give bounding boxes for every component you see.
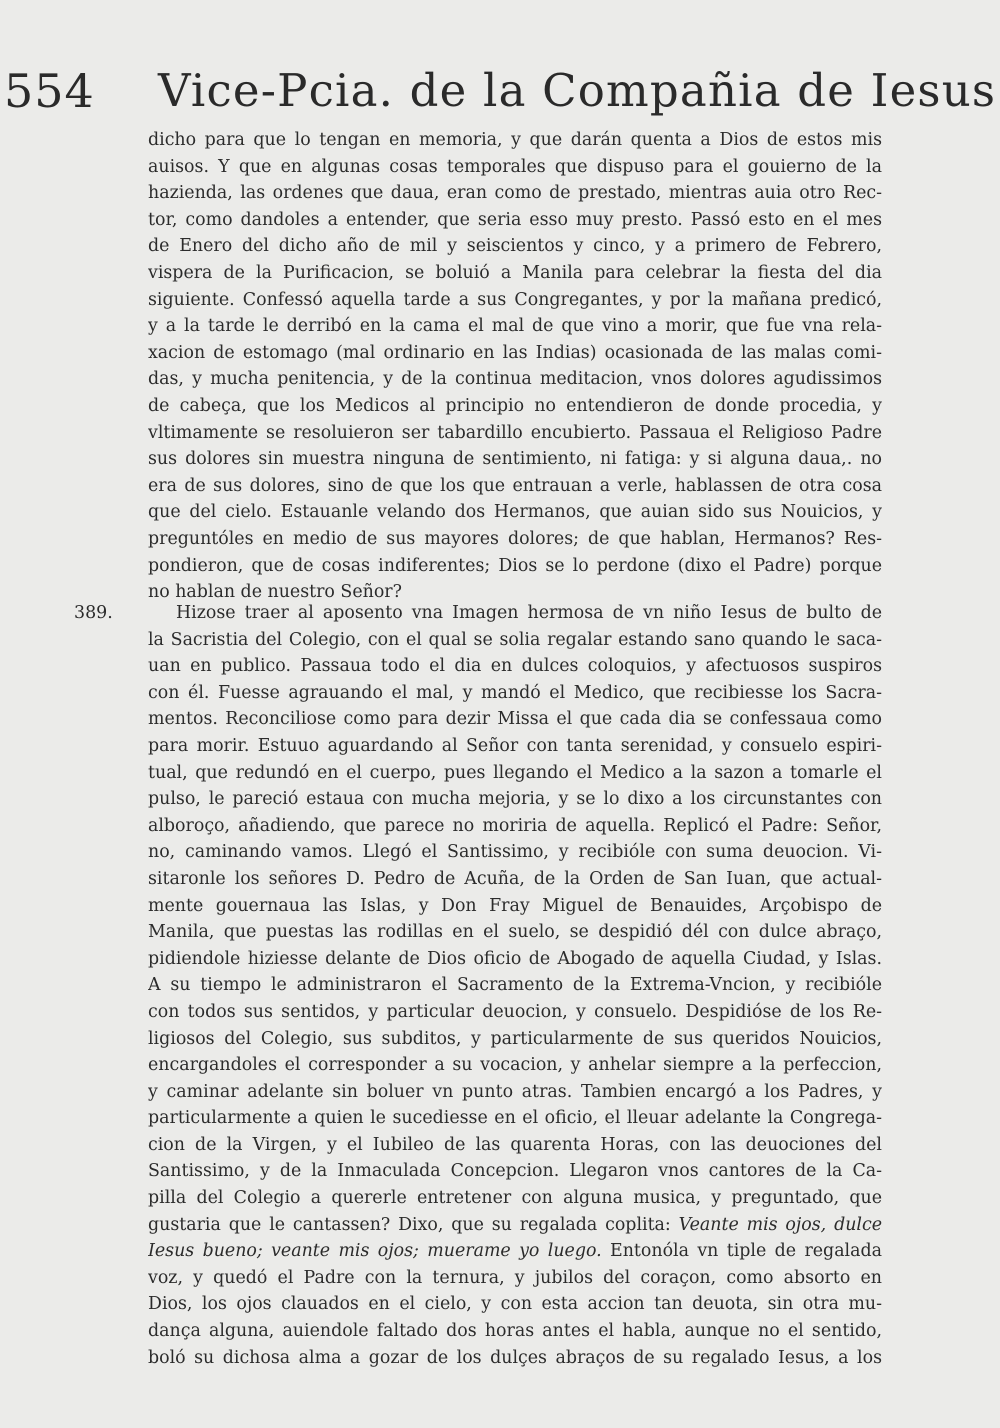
text-line: mentos. Reconciliose como para dezir Missa el que cada dia se confessaua como bbox=[148, 709, 882, 730]
text-line: preguntóles en medio de sus mayores dolores; de que hablan, Hermanos? Res- bbox=[148, 528, 882, 549]
text-line: pulso, le pareció estaua con mucha mejoria, y se lo dixo a los circunstantes con bbox=[148, 789, 882, 810]
text-segment: Entonóla vn tiple de regalada bbox=[601, 1241, 882, 1262]
text-line: particularmente a quien le sucediesse en el oficio, el lleuar adelante la Congrega- bbox=[148, 1108, 882, 1129]
text-line: tual, que redundó en el cuerpo, pues llegando el Medico a la sazon a tomarle el bbox=[148, 762, 882, 783]
text-line: sus dolores sin muestra ninguna de sentimiento, ni fatiga: y si alguna daua,. no bbox=[148, 449, 882, 470]
text-line: dança alguna, auiendole faltado dos horas antes el habla, aunque no el sentido, bbox=[148, 1321, 882, 1342]
text-line: tor, como dandoles a entender, que seria esso muy presto. Passó esto en el mes bbox=[148, 209, 882, 230]
text-line: para morir. Estuuo aguardando al Señor con tanta serenidad, y consuelo espiri- bbox=[148, 735, 882, 756]
text-line: Santissimo, y de la Inmaculada Concepcion. Llegaron vnos cantores de la Ca- bbox=[148, 1161, 882, 1182]
text-line: mente gouernaua las Islas, y Don Fray Miguel de Benauides, Arçobispo de bbox=[148, 895, 882, 916]
text-line: pondieron, que de cosas indiferentes; Dios se lo perdone (dixo el Padre) porque bbox=[148, 555, 882, 576]
text-line: hazienda, las ordenes que daua, eran como de prestado, mientras auia otro Rec- bbox=[148, 183, 882, 204]
text-line: de Enero del dicho año de mil y seiscientos y cinco, y a primero de Febrero, bbox=[148, 236, 882, 257]
text-line: Dios, los ojos clauados en el cielo, y con esta accion tan deuota, sin otra mu- bbox=[148, 1294, 882, 1315]
text-line: dicho para que lo tengan en memoria, y que darán quenta a Dios de estos mis bbox=[148, 130, 882, 150]
text-line-with-quote bbox=[148, 1238, 882, 1265]
text-line: vltimamente se resoluieron ser tabardillo encubierto. Passaua el Religioso Padre bbox=[148, 422, 882, 443]
text-line: A su tiempo le administraron el Sacramento de la Extrema-Vncion, y recibióle bbox=[148, 975, 882, 996]
text-line: xacion de estomago (mal ordinario en las Indias) ocasionada de las malas comi- bbox=[148, 342, 882, 363]
text-line: ligiosos del Colegio, sus subditos, y particularmente de sus queridos Nouicios, bbox=[148, 1028, 882, 1049]
text-line: Hizose traer al aposento vna Imagen hermosa de vn niño Iesus de bulto de bbox=[176, 603, 882, 623]
text-line: era de sus dolores, sino de que los que entrauan a verle, hablassen de otra cosa bbox=[148, 475, 882, 496]
text-line: que del cielo. Estauanle velando dos Hermanos, que auian sido sus Nouicios, y bbox=[148, 502, 882, 523]
text-line: uan en publico. Passaua todo el dia en dulces coloquios, y afectuosos suspiros bbox=[148, 656, 882, 677]
text-line-with-quote bbox=[148, 1212, 882, 1239]
text-line: y caminar adelante sin boluer vn punto atras. Tambien encargó a los Padres, y bbox=[148, 1081, 882, 1102]
text-line: cion de la Virgen, y el Iubileo de las quarenta Horas, con las deuociones del bbox=[148, 1134, 882, 1155]
quoted-verse: Iesus bueno; veante mis ojos; muerame yo luego. bbox=[148, 1241, 602, 1262]
paragraph-continued bbox=[148, 127, 882, 606]
text-line: Manila, que puestas las rodillas en el suelo, se despidió dél con dulce abraço, bbox=[148, 922, 882, 943]
text-line: vispera de la Purificacion, se boluió a Manila para celebrar la fiesta del dia bbox=[148, 262, 882, 283]
text-line: con él. Fuesse agrauando el mal, y mandó el Medico, que recibiesse los Sacra- bbox=[148, 682, 882, 703]
page-number: 554 bbox=[4, 64, 95, 118]
text-line: con todos sus sentidos, y particular deuocion, y consuelo. Despidióse de los Re- bbox=[148, 1001, 882, 1022]
text-line: siguiente. Confessó aquella tarde a sus Congregantes, y por la mañana predicó, bbox=[148, 289, 882, 310]
text-line: sitaronle los señores D. Pedro de Acuña, de la Orden de San Iuan, que actual- bbox=[148, 868, 882, 889]
quoted-verse: Veante mis ojos, dulce bbox=[678, 1214, 882, 1235]
running-title: Vice-Pcia. de la Compañia de Iesus bbox=[158, 64, 997, 117]
text-line: la Sacristia del Colegio, con el qual se solia regalar estando sano quando le saca- bbox=[148, 629, 882, 650]
text-line: voz, y quedó el Padre con la ternura, y jubilos del coraçon, como absorto en bbox=[148, 1267, 882, 1288]
text-line: pidiendole hiziesse delante de Dios oficio de Abogado de aquella Ciudad, y Islas. bbox=[148, 948, 882, 969]
paragraph-389 bbox=[148, 600, 882, 1371]
text-line: de cabeça, que los Medicos al principio no entendieron de donde procedia, y bbox=[148, 395, 882, 416]
text-line: auisos. Y que en algunas cosas temporales que dispuso para el gouierno de la bbox=[148, 156, 882, 177]
page-header bbox=[0, 58, 1000, 128]
text-line: no, caminando vamos. Llegó el Santissimo, y recibióle con suma deuocion. Vi- bbox=[148, 842, 882, 863]
text-segment: gustaria que le cantassen? Dixo, que su regalada coplita: bbox=[148, 1214, 679, 1235]
text-line: boló su dichosa alma a gozar de los dulçes abraços de su regalado Iesus, a los bbox=[148, 1347, 882, 1368]
paragraph-number: 389. bbox=[74, 603, 113, 623]
text-line: encargandoles el corresponder a su vocacion, y anhelar siempre a la perfeccion, bbox=[148, 1055, 882, 1076]
text-line: no hablan de nuestro Señor? bbox=[148, 582, 402, 603]
text-line: y a la tarde le derribó en la cama el mal de que vino a morir, que fue vna rela- bbox=[148, 316, 882, 337]
text-line: das, y mucha penitencia, y de la continua meditacion, vnos dolores agudissimos bbox=[148, 369, 882, 390]
text-line: pilla del Colegio a quererle entretener con alguna musica, y preguntado, que bbox=[148, 1188, 882, 1209]
text-line: alboroço, añadiendo, que parece no moriria de aquella. Replicó el Padre: Señor, bbox=[148, 815, 882, 836]
